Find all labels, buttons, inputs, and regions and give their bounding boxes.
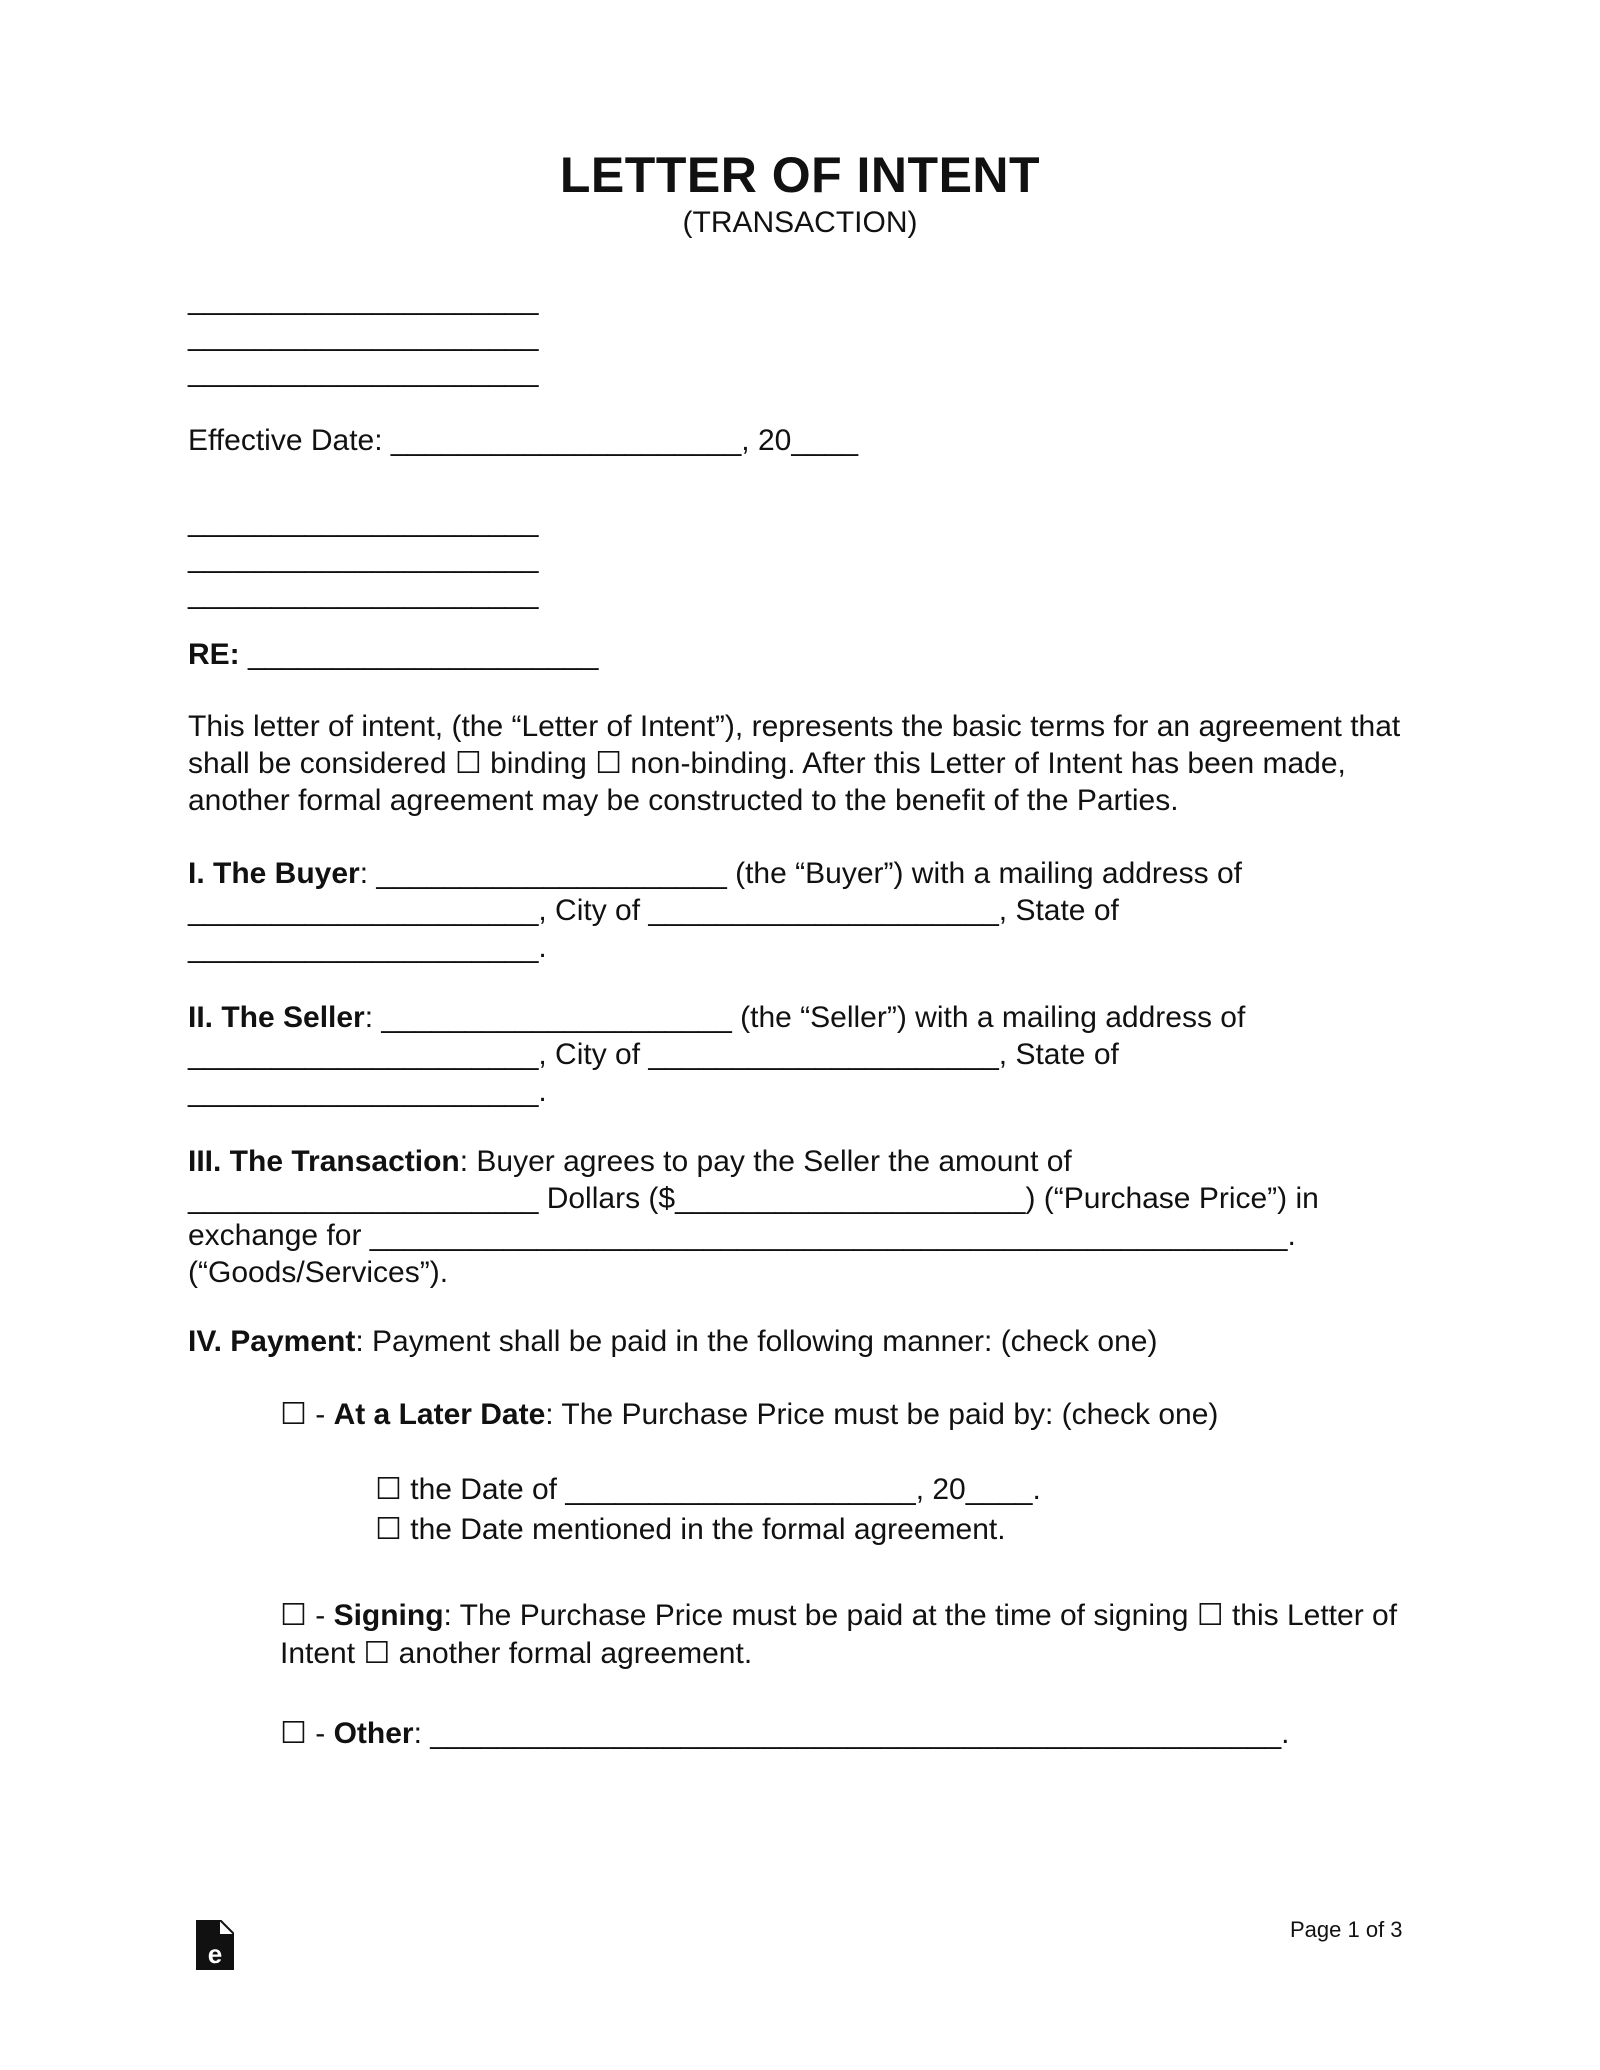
later-date-text: : The Purchase Price must be paid by: (check one) bbox=[545, 1398, 1219, 1431]
recipient-line-3[interactable]: _____________________ bbox=[188, 577, 539, 610]
binding-checkbox[interactable]: ☐ binding bbox=[454, 747, 596, 780]
other-checkbox[interactable]: ☐ - bbox=[280, 1717, 334, 1750]
other-field[interactable]: : ___________________________________________________. bbox=[413, 1717, 1290, 1750]
effective-date-year[interactable]: , 20____ bbox=[741, 424, 859, 457]
recipient-line-1[interactable]: _____________________ bbox=[188, 505, 539, 538]
signing-option bbox=[280, 1597, 1410, 1673]
address-line-1[interactable]: _____________________ bbox=[188, 283, 539, 316]
other-option bbox=[280, 1716, 1290, 1752]
effective-date-label: Effective Date: bbox=[188, 424, 391, 457]
seller-heading: II. The Seller bbox=[188, 1001, 365, 1034]
non-binding-checkbox[interactable]: ☐ non-binding bbox=[595, 747, 788, 780]
payment-section bbox=[188, 1324, 1157, 1360]
transaction-section bbox=[188, 1143, 1418, 1291]
re-row bbox=[188, 637, 598, 673]
other-heading: Other bbox=[333, 1717, 414, 1750]
document-subtitle: (TRANSACTION) bbox=[682, 206, 918, 239]
later-date-heading: At a Later Date bbox=[333, 1398, 546, 1431]
address-line-2[interactable]: _____________________ bbox=[188, 319, 539, 352]
formal-agreement-date-option[interactable]: ☐ the Date mentioned in the formal agreement. bbox=[375, 1513, 1006, 1546]
address-line-3[interactable]: _____________________ bbox=[188, 355, 539, 388]
intro-text-2: . After this Letter of Intent has been made, another formal agreement may be constructed to the benefit of the Parties. bbox=[188, 747, 1346, 817]
buyer-section bbox=[188, 855, 1418, 966]
payment-text: : Payment shall be paid in the following manner: (check one) bbox=[355, 1325, 1158, 1358]
seller-text[interactable]: : _____________________ (the “Seller”) with a mailing address of _____________________, City of _____________________, State of _____________________. bbox=[188, 1001, 1246, 1108]
intro-text-1: This letter of intent, (the “Letter of Intent”), represents the basic terms for an agreement that shall be considered bbox=[188, 710, 1401, 780]
signing-heading: Signing bbox=[333, 1599, 444, 1632]
signing-checkbox[interactable]: ☐ - bbox=[280, 1599, 334, 1632]
later-date-option bbox=[280, 1397, 1218, 1433]
re-label: RE: bbox=[188, 638, 240, 671]
buyer-heading: I. The Buyer bbox=[188, 857, 360, 890]
eforms-logo-icon bbox=[196, 1920, 234, 1970]
effective-date-field[interactable]: _____________________ bbox=[390, 424, 742, 457]
transaction-heading: III. The Transaction bbox=[188, 1145, 460, 1178]
svg-text:e: e bbox=[207, 1939, 223, 1969]
transaction-text[interactable]: : Buyer agrees to pay the Seller the amount of _____________________ Dollars ($_____________________) (“Purchase Price”) in exchange for _______________________________________________________. (“Goods/Services”). bbox=[188, 1145, 1319, 1289]
date-of-option[interactable]: ☐ the Date of _____________________, 20____. bbox=[375, 1473, 1041, 1506]
re-field[interactable]: _____________________ bbox=[239, 638, 599, 671]
seller-section bbox=[188, 999, 1418, 1110]
page-number: Page 1 of 3 bbox=[1290, 1917, 1403, 1942]
buyer-text[interactable]: : _____________________ (the “Buyer”) with a mailing address of _____________________, City of _____________________, State of _____________________. bbox=[188, 857, 1242, 964]
intro-paragraph bbox=[188, 708, 1418, 819]
later-date-checkbox[interactable]: ☐ - bbox=[280, 1398, 334, 1431]
document-title: LETTER OF INTENT bbox=[559, 147, 1041, 203]
payment-heading: IV. Payment bbox=[188, 1325, 356, 1358]
signing-text[interactable]: : The Purchase Price must be paid at the time of signing ☐ this Letter of Intent ☐ another formal agreement. bbox=[280, 1599, 1398, 1670]
effective-date-row bbox=[188, 423, 858, 459]
recipient-line-2[interactable]: _____________________ bbox=[188, 541, 539, 574]
